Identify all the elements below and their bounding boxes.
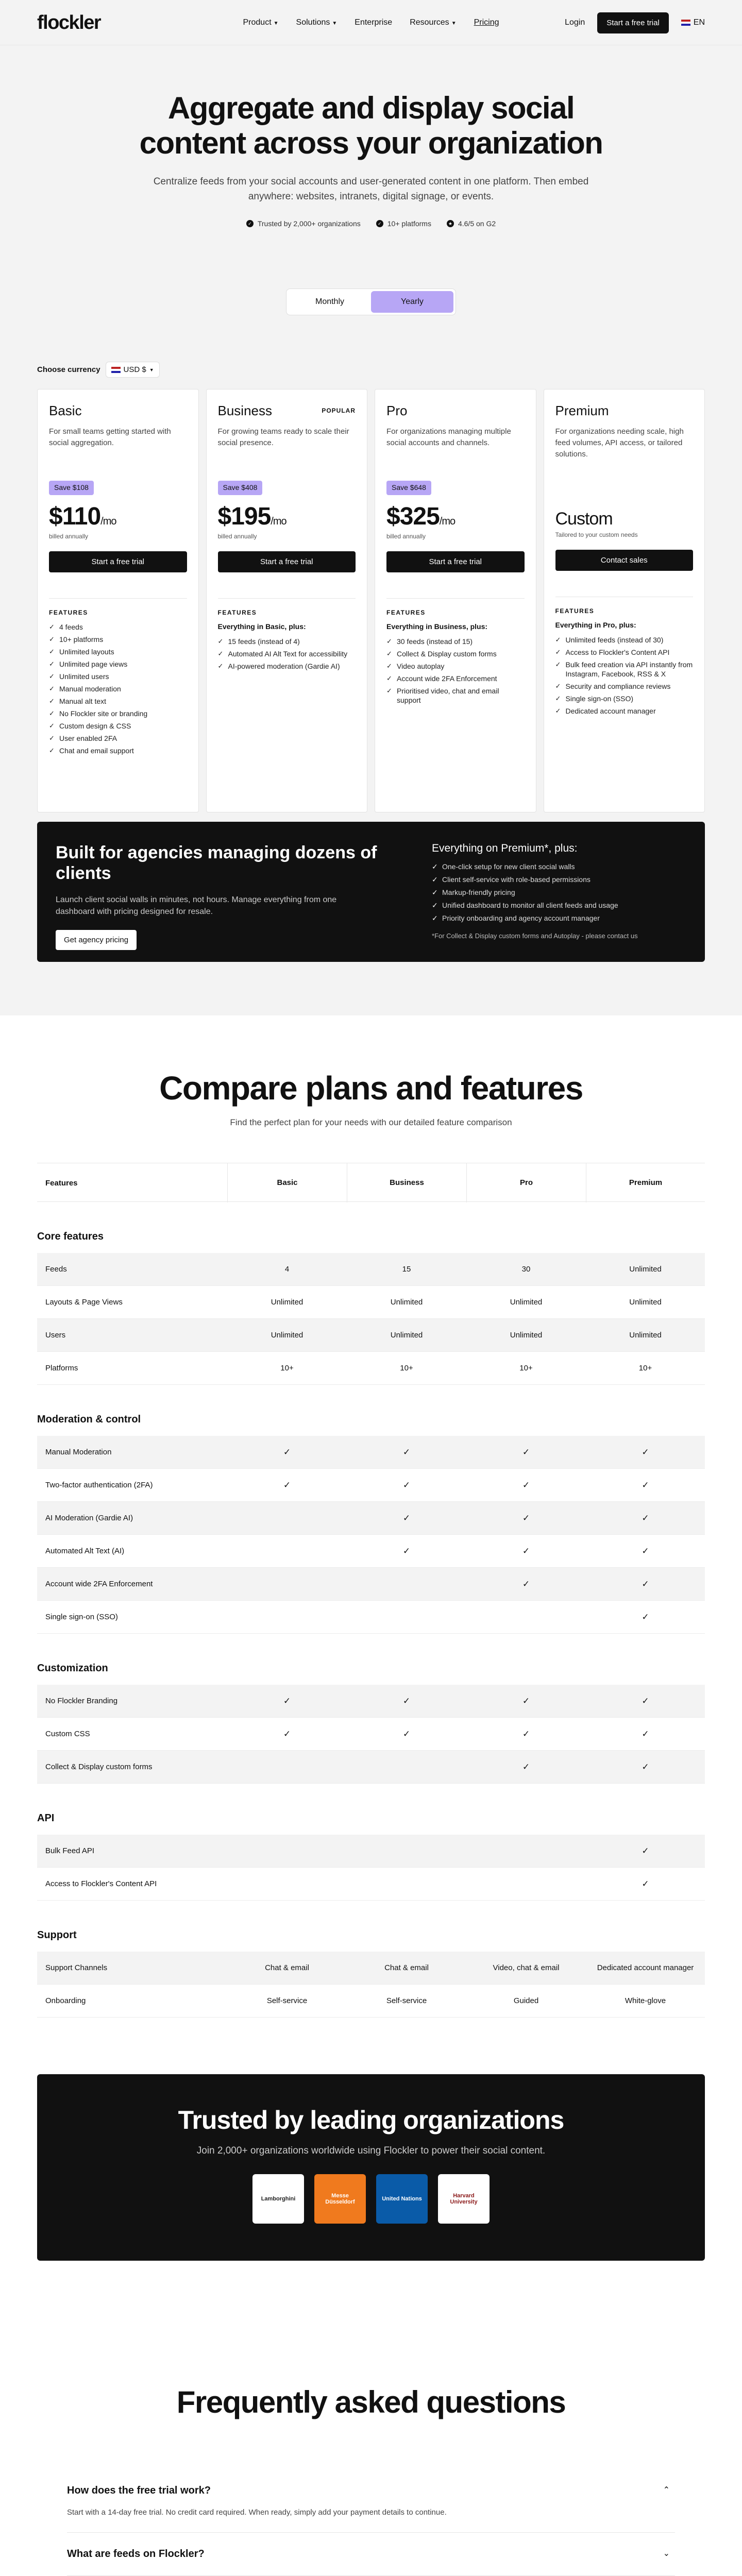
table-group-heading: Support bbox=[37, 1929, 77, 1941]
column-header: Pro bbox=[466, 1163, 586, 1202]
hero-title: Aggregate and display social content across your organization bbox=[139, 91, 603, 160]
table-row bbox=[37, 1502, 705, 1535]
faq-question: What are feeds on Flockler? bbox=[67, 2548, 205, 2560]
table-cell: Unlimited bbox=[629, 1297, 662, 1307]
plan-card-pro bbox=[375, 389, 536, 812]
billing-note: billed annually bbox=[49, 533, 89, 540]
monthly-toggle[interactable]: Monthly bbox=[315, 297, 345, 306]
feature-item: ✓ 10+ platforms bbox=[49, 635, 187, 644]
table-cell: Dedicated account manager bbox=[597, 1963, 694, 1972]
table-cell: Self-service bbox=[266, 1996, 308, 2005]
table-row bbox=[37, 1952, 705, 1985]
price-value: $195 bbox=[217, 503, 271, 530]
feature-item: ✓ Markup-friendly pricing bbox=[432, 888, 686, 897]
table-cell: Self-service bbox=[386, 1996, 427, 2005]
table-cell: Unlimited bbox=[510, 1330, 543, 1340]
table-row bbox=[37, 1835, 705, 1868]
price-value: Custom bbox=[555, 509, 613, 529]
united-nations-logo: United Nations bbox=[376, 2174, 428, 2224]
table-cell: 10+ bbox=[280, 1363, 294, 1372]
feature-item: ✓ Unlimited users bbox=[49, 672, 187, 681]
currency-chooser bbox=[37, 362, 705, 378]
feature-item: ✓ Unlimited feeds (instead of 30) bbox=[555, 635, 694, 645]
table-row bbox=[37, 1469, 705, 1502]
check-icon: ✓ bbox=[522, 1728, 530, 1739]
feature-item: ✓ Single sign-on (SSO) bbox=[555, 694, 694, 703]
plan-name: Basic bbox=[49, 403, 82, 418]
table-group-heading: Core features bbox=[37, 1231, 104, 1242]
feature-label: Bulk Feed API bbox=[45, 1846, 95, 1855]
agency-pricing-button[interactable]: Get agency pricing bbox=[56, 930, 137, 950]
table-row bbox=[37, 1718, 705, 1751]
table-row bbox=[37, 1535, 705, 1568]
plan-cta-button[interactable]: Start a free trial bbox=[49, 551, 187, 572]
features-intro: Everything in Pro, plus: bbox=[555, 621, 636, 629]
feature-list bbox=[555, 635, 694, 716]
features-intro: Everything in Basic, plus: bbox=[217, 622, 306, 631]
price-value: $110 bbox=[49, 503, 101, 530]
check-icon: ✓ bbox=[642, 1579, 649, 1589]
nav-enterprise-label: Enterprise bbox=[355, 18, 393, 27]
plan-cards bbox=[37, 389, 705, 812]
table-cell: 10+ bbox=[519, 1363, 533, 1372]
feature-item: ✓ Video autoplay bbox=[386, 662, 525, 671]
faq-item[interactable] bbox=[67, 2533, 675, 2576]
column-header: Features bbox=[45, 1178, 78, 1188]
plan-features bbox=[555, 597, 694, 716]
agency-feature-list bbox=[432, 862, 686, 923]
table-row bbox=[37, 1253, 705, 1286]
table-cell: Unlimited bbox=[271, 1297, 303, 1307]
check-icon: ✓ bbox=[522, 1579, 530, 1589]
table-row bbox=[37, 1601, 705, 1634]
check-icon: ✓ bbox=[642, 1447, 649, 1457]
feature-label: Support Channels bbox=[45, 1963, 108, 1972]
agency-list-title: Everything on Premium*, plus: bbox=[432, 842, 578, 854]
plan-card-basic bbox=[37, 389, 199, 812]
feature-label: Layouts & Page Views bbox=[45, 1298, 123, 1307]
table-cell: Video, chat & email bbox=[493, 1963, 560, 1972]
feature-label: Onboarding bbox=[45, 1996, 86, 2005]
table-cell: Chat & email bbox=[384, 1963, 429, 1972]
faq-list bbox=[67, 2469, 675, 2576]
us-flag-icon bbox=[111, 367, 121, 373]
table-cell: 4 bbox=[284, 1264, 290, 1274]
check-icon: ✓ bbox=[642, 1696, 649, 1706]
feature-item: ✓ One-click setup for new client social walls bbox=[432, 862, 686, 871]
feature-label: Manual Moderation bbox=[45, 1448, 112, 1456]
table-cell: Unlimited bbox=[390, 1330, 423, 1340]
comparison-table bbox=[37, 1163, 705, 2018]
table-cell: 15 bbox=[402, 1264, 411, 1274]
plan-description: For organizations needing scale, high feed volumes, API access, or tailored solutions. bbox=[555, 427, 684, 459]
save-badge: Save $648 bbox=[386, 481, 431, 495]
feature-item: ✓ Bulk feed creation via API instantly from Instagram, Facebook, RSS & X bbox=[555, 660, 694, 679]
check-icon: ✓ bbox=[642, 1480, 649, 1490]
check-icon: ✓ bbox=[522, 1546, 530, 1556]
save-badge: Save $108 bbox=[49, 481, 94, 495]
nav-enterprise[interactable] bbox=[355, 18, 392, 27]
uk-flag-icon bbox=[681, 20, 690, 26]
feature-item: ✓ Automated AI Alt Text for accessibility bbox=[218, 649, 356, 658]
table-row bbox=[37, 1286, 705, 1319]
feature-item: ✓ AI-powered moderation (Gardie AI) bbox=[218, 662, 356, 671]
feature-label: Collect & Display custom forms bbox=[45, 1762, 153, 1771]
yearly-toggle[interactable]: Yearly bbox=[371, 291, 453, 313]
billing-toggle bbox=[286, 289, 456, 315]
feature-label: AI Moderation (Gardie AI) bbox=[45, 1514, 133, 1522]
table-cell: Unlimited bbox=[510, 1297, 543, 1307]
feature-item: ✓ Chat and email support bbox=[49, 746, 187, 755]
feature-item: ✓ Access to Flockler's Content API bbox=[555, 648, 694, 657]
check-icon: ✓ bbox=[522, 1761, 530, 1772]
hero-section bbox=[0, 45, 742, 315]
table-cell: Unlimited bbox=[390, 1297, 423, 1307]
check-icon: ✓ bbox=[522, 1513, 530, 1523]
currency-select[interactable] bbox=[106, 362, 160, 378]
currency-label: Choose currency bbox=[37, 365, 100, 374]
feature-label: No Flockler Branding bbox=[45, 1697, 118, 1705]
faq-title: Frequently asked questions bbox=[176, 2385, 566, 2419]
lamborghini-logo: Lamborghini bbox=[252, 2174, 304, 2224]
feature-item: ✓ User enabled 2FA bbox=[49, 734, 187, 743]
agency-title: Built for agencies managing dozens of clients bbox=[56, 843, 377, 883]
feature-item: ✓ Unlimited page views bbox=[49, 659, 187, 669]
price-period: /mo bbox=[439, 516, 456, 527]
check-icon: ✓ bbox=[283, 1480, 291, 1490]
header-trial-button[interactable]: Start a free trial bbox=[597, 12, 669, 33]
compare-lead: Find the perfect plan for your needs with our detailed feature comparison bbox=[230, 1117, 512, 1127]
trust-item bbox=[246, 219, 361, 228]
site-header bbox=[0, 0, 742, 45]
trust-badges bbox=[0, 219, 742, 228]
check-icon: ✓ bbox=[522, 1696, 530, 1706]
table-row bbox=[37, 1436, 705, 1469]
table-cell: 10+ bbox=[638, 1363, 652, 1372]
nav-product[interactable] bbox=[243, 18, 279, 27]
features-heading: FEATURES bbox=[386, 609, 426, 616]
billing-note: Tailored to your custom needs bbox=[555, 531, 638, 538]
main-nav bbox=[243, 18, 499, 27]
table-row bbox=[37, 1751, 705, 1784]
plan-description: For organizations managing multiple social accounts and channels. bbox=[386, 427, 511, 447]
check-icon: ✓ bbox=[283, 1447, 291, 1457]
table-row bbox=[37, 1868, 705, 1901]
feature-label: Automated Alt Text (AI) bbox=[45, 1547, 125, 1555]
feature-item: ✓ Account wide 2FA Enforcement bbox=[386, 674, 525, 683]
trust-text: 4.6/5 on G2 bbox=[458, 219, 496, 228]
chevron-down-icon: ▼ bbox=[149, 367, 154, 372]
check-icon: ✓ bbox=[402, 1447, 411, 1457]
feature-label: Users bbox=[45, 1331, 66, 1340]
features-intro: Everything in Business, plus: bbox=[386, 622, 488, 631]
nav-product-label: Product bbox=[243, 18, 272, 27]
faq-question: How does the free trial work? bbox=[67, 2485, 211, 2496]
check-icon: ✓ bbox=[522, 1447, 530, 1457]
harvard-logo: Harvard University bbox=[438, 2174, 490, 2224]
billing-note: billed annually bbox=[386, 533, 426, 540]
feature-label: Custom CSS bbox=[45, 1730, 90, 1738]
trust-text: 10+ platforms bbox=[387, 219, 431, 228]
check-icon: ✓ bbox=[642, 1878, 649, 1889]
feature-item: ✓ Prioritised video, chat and email support bbox=[386, 686, 525, 705]
plan-name: Business bbox=[217, 403, 272, 418]
nav-pricing-label: Pricing bbox=[474, 18, 499, 27]
plan-price bbox=[386, 502, 525, 531]
nav-resources[interactable] bbox=[410, 18, 456, 27]
trusted-banner bbox=[37, 2074, 705, 2261]
feature-item: ✓ Collect & Display custom forms bbox=[386, 649, 525, 658]
nav-solutions[interactable] bbox=[296, 18, 338, 27]
check-circle-icon: ✓ bbox=[246, 220, 254, 227]
popular-badge: POPULAR bbox=[322, 407, 356, 414]
nav-resources-label: Resources bbox=[410, 18, 449, 27]
price-period: /mo bbox=[271, 516, 286, 527]
check-icon: ✓ bbox=[402, 1513, 411, 1523]
customer-logos bbox=[37, 2174, 705, 2224]
plan-card-premium bbox=[544, 389, 705, 812]
plan-card-business bbox=[206, 389, 368, 812]
trust-item bbox=[447, 219, 496, 228]
table-row bbox=[37, 1685, 705, 1718]
save-badge: Save $408 bbox=[218, 481, 263, 495]
feature-item: ✓ Unified dashboard to monitor all client feeds and usage bbox=[432, 901, 686, 910]
check-icon: ✓ bbox=[642, 1845, 649, 1856]
star-circle-icon: ★ bbox=[447, 220, 454, 227]
feature-item: ✓ Manual moderation bbox=[49, 684, 187, 693]
feature-list bbox=[386, 637, 525, 705]
feature-list bbox=[49, 622, 187, 755]
table-row bbox=[37, 1319, 705, 1352]
chevron-down-icon: ⌄ bbox=[663, 2549, 670, 2558]
table-cell: Unlimited bbox=[629, 1264, 662, 1274]
table-group-heading: API bbox=[37, 1812, 55, 1824]
table-cell: 10+ bbox=[400, 1363, 413, 1372]
trust-item bbox=[376, 219, 431, 228]
check-icon: ✓ bbox=[642, 1728, 649, 1739]
check-icon: ✓ bbox=[402, 1546, 411, 1556]
feature-item: ✓ 30 feeds (instead of 15) bbox=[386, 637, 525, 646]
table-row bbox=[37, 1568, 705, 1601]
table-cell: Chat & email bbox=[265, 1963, 309, 1972]
plan-description: For small teams getting started with social aggregation. bbox=[49, 427, 171, 447]
feature-item: ✓ Unlimited layouts bbox=[49, 647, 187, 656]
trusted-text: Join 2,000+ organizations worldwide using Flockler to power their social content. bbox=[196, 2145, 546, 2156]
check-icon: ✓ bbox=[642, 1612, 649, 1622]
plan-features bbox=[218, 598, 356, 671]
feature-label: Platforms bbox=[45, 1364, 78, 1372]
column-header: Basic bbox=[227, 1163, 347, 1202]
header-actions bbox=[565, 12, 705, 33]
chevron-down-icon: ▼ bbox=[332, 21, 338, 26]
plan-features bbox=[386, 598, 525, 705]
plan-price bbox=[555, 509, 694, 529]
check-circle-icon: ✓ bbox=[376, 220, 383, 227]
table-header-row bbox=[37, 1163, 705, 1202]
check-icon: ✓ bbox=[522, 1480, 530, 1490]
features-heading: FEATURES bbox=[555, 607, 595, 615]
check-icon: ✓ bbox=[642, 1546, 649, 1556]
table-group-heading: Moderation & control bbox=[37, 1414, 141, 1425]
faq-item[interactable] bbox=[67, 2469, 675, 2533]
faq-answer: Start with a 14-day free trial. No credit card required. When ready, simply add your payment details to continue. bbox=[67, 2508, 447, 2517]
check-icon: ✓ bbox=[642, 1513, 649, 1523]
check-icon: ✓ bbox=[402, 1696, 411, 1706]
feature-item: ✓ No Flockler site or branding bbox=[49, 709, 187, 718]
plan-features bbox=[49, 598, 187, 755]
plan-description: For growing teams ready to scale their social presence. bbox=[217, 427, 349, 447]
price-period: /mo bbox=[100, 516, 116, 527]
feature-item: ✓ Priority onboarding and agency account manager bbox=[432, 913, 686, 923]
check-icon: ✓ bbox=[642, 1761, 649, 1772]
table-group-heading: Customization bbox=[37, 1663, 108, 1674]
feature-item: ✓ 15 feeds (instead of 4) bbox=[218, 637, 356, 646]
feature-item: ✓ Dedicated account manager bbox=[555, 706, 694, 716]
hero-subtitle: Centralize feeds from your social accounts and user-generated content in one platform. Then embed anywhere: websites, intranets, digital signage, or events. bbox=[153, 176, 589, 202]
feature-label: Feeds bbox=[45, 1265, 67, 1274]
check-icon: ✓ bbox=[283, 1696, 291, 1706]
agency-text: Launch client social walls in minutes, not hours. Manage everything from one dashboard with pricing designed for resale. bbox=[56, 895, 337, 916]
feature-item: ✓ Client self-service with role-based permissions bbox=[432, 875, 686, 884]
plan-name: Premium bbox=[555, 403, 609, 418]
table-cell: 30 bbox=[521, 1264, 531, 1274]
trusted-title: Trusted by leading organizations bbox=[178, 2106, 564, 2134]
price-value: $325 bbox=[386, 503, 440, 530]
plan-cta-button[interactable]: Contact sales bbox=[555, 550, 694, 571]
login-link[interactable]: Login bbox=[565, 18, 585, 27]
feature-label: Account wide 2FA Enforcement bbox=[45, 1580, 153, 1588]
table-row bbox=[37, 1352, 705, 1385]
table-cell: Guided bbox=[513, 1996, 539, 2005]
pricing-section bbox=[37, 362, 705, 962]
check-icon: ✓ bbox=[402, 1728, 411, 1739]
table-cell: Unlimited bbox=[271, 1330, 303, 1340]
plan-cta-button[interactable]: Start a free trial bbox=[386, 551, 525, 572]
trust-text: Trusted by 2,000+ organizations bbox=[257, 219, 361, 228]
check-icon: ✓ bbox=[283, 1728, 291, 1739]
table-row bbox=[37, 1985, 705, 2018]
plan-price bbox=[218, 502, 356, 531]
nav-pricing[interactable] bbox=[474, 18, 499, 27]
feature-label: Single sign-on (SSO) bbox=[45, 1613, 118, 1621]
feature-item: ✓ Custom design & CSS bbox=[49, 721, 187, 731]
agency-banner bbox=[37, 822, 705, 962]
feature-label: Two-factor authentication (2FA) bbox=[45, 1481, 153, 1489]
faq-section bbox=[0, 2302, 742, 2576]
nav-solutions-label: Solutions bbox=[296, 18, 330, 27]
plan-cta-button[interactable]: Start a free trial bbox=[218, 551, 356, 572]
chevron-down-icon: ▼ bbox=[451, 21, 457, 26]
billing-note: billed annually bbox=[217, 533, 257, 540]
feature-item: ✓ 4 feeds bbox=[49, 622, 187, 632]
chevron-up-icon: ⌃ bbox=[663, 2486, 670, 2495]
language-label: EN bbox=[693, 18, 705, 27]
agency-footnote: *For Collect & Display custom forms and Autoplay - please contact us bbox=[432, 932, 638, 940]
chevron-down-icon: ▼ bbox=[273, 21, 279, 26]
compare-section bbox=[0, 1015, 742, 2302]
feature-item: ✓ Security and compliance reviews bbox=[555, 682, 694, 691]
flockler-logo[interactable]: flockler bbox=[37, 11, 101, 33]
column-header: Premium bbox=[586, 1163, 705, 1202]
messe-duesseldorf-logo: Messe Düsseldorf bbox=[314, 2174, 366, 2224]
plan-name: Pro bbox=[386, 403, 408, 418]
column-header: Business bbox=[347, 1163, 466, 1202]
table-cell: White-glove bbox=[625, 1996, 666, 2005]
language-selector[interactable] bbox=[681, 18, 705, 27]
feature-label: Access to Flockler's Content API bbox=[45, 1879, 157, 1888]
compare-title: Compare plans and features bbox=[159, 1070, 583, 1107]
check-icon: ✓ bbox=[402, 1480, 411, 1490]
features-heading: FEATURES bbox=[217, 609, 257, 616]
feature-item: ✓ Manual alt text bbox=[49, 697, 187, 706]
currency-value: USD $ bbox=[123, 365, 146, 374]
plan-price bbox=[49, 502, 187, 531]
features-heading: FEATURES bbox=[49, 609, 88, 616]
feature-list bbox=[218, 637, 356, 671]
table-cell: Unlimited bbox=[629, 1330, 662, 1340]
